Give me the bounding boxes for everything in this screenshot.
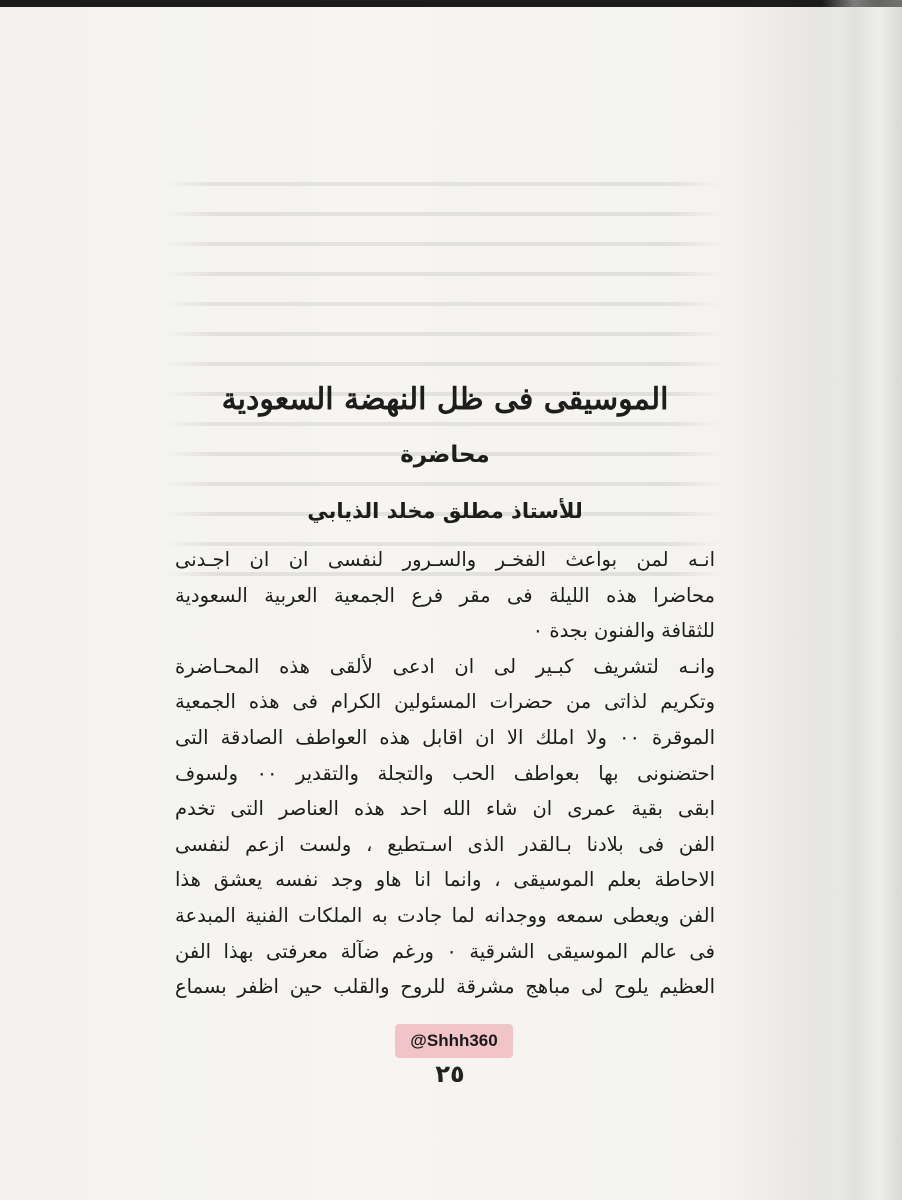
body-text xyxy=(175,542,715,1005)
body-line: وتكريم لذاتى من حضرات المسئولين الكرام فى هذه الجمعية xyxy=(175,690,715,714)
page-content xyxy=(175,370,715,1005)
watermark-text: @Shhh360 xyxy=(410,1031,498,1050)
scan-top-edge xyxy=(0,0,902,7)
body-line: الفن ويعطى سمعه ووجدانه لما جادت به الملكات الفنية المبدعة xyxy=(175,903,715,927)
author-line: للأستاذ مطلق مخلد الذيابي xyxy=(307,499,583,523)
body-line: فى عالم الموسيقى الشرقية ٠ ورغم ضآلة معرفتى بهذا الفن xyxy=(175,939,715,963)
body-line: محاضرا هذه الليلة فى مقر فرع الجمعية العربية السعودية xyxy=(175,583,715,607)
watermark-label xyxy=(395,1024,513,1058)
body-line: للثقافة والفنون بجدة ٠ xyxy=(532,619,715,643)
body-line: الموقرة ٠٠ ولا املك الا ان اقابل هذه العواطف الصادقة التى xyxy=(175,725,715,749)
page-title: الموسيقى فى ظل النهضة السعودية xyxy=(221,382,669,417)
body-line: العظيم يلوح لى مباهج مشرقة للروح والقلب حين اظفر بسماع xyxy=(175,975,715,999)
page-subtitle: محاضرة xyxy=(400,442,490,468)
page-number: ٢٥ xyxy=(435,1060,465,1088)
page-fold-shadow xyxy=(822,0,902,1200)
body-line: الاحاطة بعلم الموسيقى ، وانما انا هاو وجد نفسه يعشق هذا xyxy=(175,868,715,892)
body-line: انـه لمن بواعث الفخـر والسـرور لنفسى ان ان اجـدنى xyxy=(175,548,715,571)
body-line: ابقى بقية عمرى ان شاء الله احد هذه العناصر التى تخدم xyxy=(175,797,715,821)
body-line: وانـه لتشريف كبـير لى ان ادعى لألقى هذه المحـاضرة xyxy=(175,654,715,678)
body-line: الفن فى بلادنا بـالقدر الذى اسـتطيع ، ولست ازعم لنفسى xyxy=(175,832,715,856)
body-line: احتضنونى بها بعواطف الحب والتجلة والتقدير ٠٠ ولسوف xyxy=(175,761,715,785)
